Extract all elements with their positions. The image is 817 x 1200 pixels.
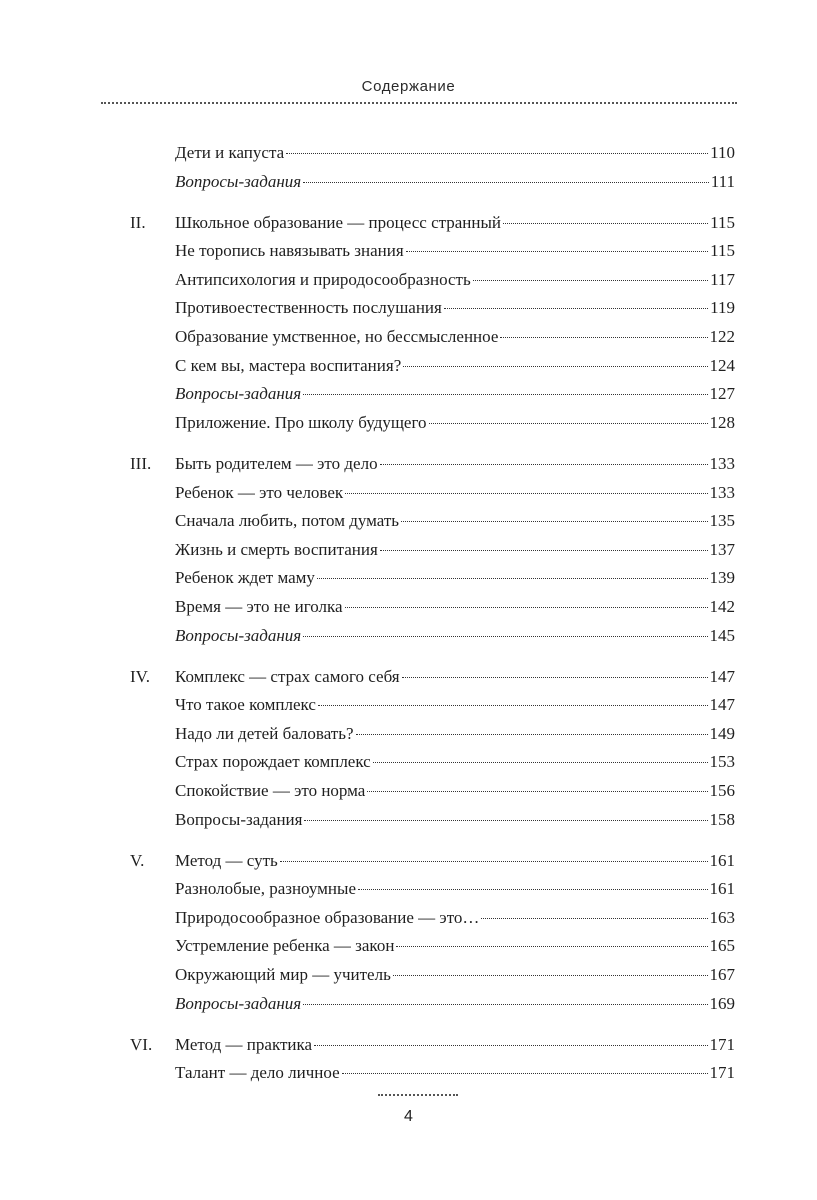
toc-entry[interactable] <box>0 932 817 961</box>
toc-entry[interactable] <box>0 748 817 777</box>
toc-entry-line <box>175 932 735 961</box>
dot-leader <box>367 791 707 792</box>
dot-leader <box>314 1045 707 1046</box>
toc-entry-page: 147 <box>709 666 735 686</box>
toc-entry-line <box>175 168 735 197</box>
toc-entry-page: 165 <box>709 936 735 956</box>
toc-entry-line <box>175 961 735 990</box>
toc-entry[interactable] <box>0 663 817 692</box>
toc-entry-title: Приложение. Про школу будущего <box>175 412 427 432</box>
dot-leader <box>304 820 707 821</box>
dot-leader <box>356 734 708 735</box>
dot-leader <box>303 636 707 637</box>
toc-entry-title: Школьное образование — процесс странный <box>175 212 502 232</box>
toc-entry-page: 161 <box>709 850 735 870</box>
toc-entry-line <box>175 847 735 876</box>
toc-entry-line <box>175 990 735 1019</box>
toc-entry-title: Что такое комплекс <box>175 695 316 715</box>
toc-entry-page: 156 <box>709 780 735 800</box>
toc-entry-line <box>175 622 735 651</box>
dot-leader <box>345 607 708 608</box>
page-header-title: Содержание <box>361 78 456 95</box>
toc-entry-line <box>175 409 735 438</box>
toc-entry[interactable] <box>0 409 817 438</box>
dot-leader <box>373 762 708 763</box>
toc-entry-line <box>175 237 735 266</box>
toc-entry[interactable] <box>0 875 817 904</box>
toc-entry-line <box>175 720 735 749</box>
toc-entry-line <box>175 691 735 720</box>
toc-entry-title: Природосообразное образование — это… <box>175 907 480 927</box>
dot-leader <box>317 578 708 579</box>
toc-entry-page: 153 <box>709 752 735 772</box>
toc-entry-page: 119 <box>710 298 735 318</box>
dot-leader <box>286 153 708 154</box>
dot-leader <box>318 705 708 706</box>
toc-entry-page: 137 <box>709 539 735 559</box>
page-number: 4 <box>404 1108 413 1125</box>
toc-entry-page: 122 <box>709 327 735 347</box>
toc-entry[interactable] <box>0 479 817 508</box>
toc-entry-page: 158 <box>709 809 735 829</box>
toc-entry-title: Надо ли детей баловать? <box>175 723 354 743</box>
toc-entry-title: Талант — дело личное <box>175 1063 340 1083</box>
dot-leader <box>403 366 707 367</box>
toc-entry-page: 169 <box>709 993 735 1013</box>
toc-entry[interactable] <box>0 237 817 266</box>
toc-entry[interactable] <box>0 806 817 835</box>
toc-entry-line <box>175 209 735 238</box>
dot-leader <box>342 1073 708 1074</box>
toc-entry-line <box>175 1059 735 1088</box>
dot-leader <box>380 550 708 551</box>
toc-entry-page: 127 <box>709 384 735 404</box>
toc-entry-title: Вопросы-задания <box>175 809 303 829</box>
toc-entry-page: 149 <box>709 723 735 743</box>
toc-entry-page: 161 <box>709 879 735 899</box>
toc-entry[interactable] <box>0 209 817 238</box>
toc-entry-page: 145 <box>709 625 735 645</box>
chapter-number: II. <box>130 212 146 232</box>
chapter-number: IV. <box>130 666 150 686</box>
toc-entry-page: 147 <box>709 695 735 715</box>
dot-leader <box>406 251 708 252</box>
dot-leader <box>345 493 707 494</box>
dot-leader <box>280 861 708 862</box>
toc-entry-line <box>175 593 735 622</box>
toc-entry-title: Дети и капуста <box>175 143 285 162</box>
toc-entry[interactable] <box>0 352 817 381</box>
toc-entry-title: Не торопись навязывать знания <box>175 241 404 261</box>
dot-leader <box>358 889 708 890</box>
toc-entry[interactable] <box>0 1059 817 1088</box>
toc-entry-title: Вопросы-задания <box>175 625 302 645</box>
toc-entry-line <box>175 564 735 593</box>
toc-entry[interactable] <box>0 720 817 749</box>
footer-dotted-rule <box>378 1094 458 1096</box>
dot-leader <box>401 521 707 522</box>
dot-leader <box>303 182 709 183</box>
toc-entry[interactable] <box>0 450 817 479</box>
toc-entry-line <box>175 352 735 381</box>
toc-entry-title: Вопросы-задания <box>175 171 302 191</box>
toc-entry[interactable] <box>0 266 817 295</box>
toc-entry-title: Образование умственное, но бессмысленное <box>175 327 499 347</box>
toc-entry-page: 171 <box>709 1034 735 1054</box>
toc-entry-title: Сначала любить, потом думать <box>175 511 400 531</box>
toc-entry-page: 117 <box>710 269 735 289</box>
toc-entry-title: Разнолобые, разноумные <box>175 879 356 899</box>
toc-entry-page: 110 <box>710 143 735 162</box>
toc-entry[interactable] <box>0 777 817 806</box>
toc-entry-title: Метод — суть <box>175 850 278 870</box>
toc-entry-line <box>175 536 735 565</box>
toc-entry-line <box>175 323 735 352</box>
toc-entry-title: Спокойствие — это норма <box>175 780 366 800</box>
chapter-number: V. <box>130 850 145 870</box>
toc-entry-line <box>175 875 735 904</box>
toc-entry-title: Комплекс — страх самого себя <box>175 666 400 686</box>
toc-entry-line <box>175 777 735 806</box>
toc-entry-page: 124 <box>709 355 735 375</box>
toc-entry-title: Ребенок — это человек <box>175 482 344 502</box>
dot-leader <box>303 1004 707 1005</box>
dot-leader <box>481 918 707 919</box>
toc-entry-page: 167 <box>709 965 735 985</box>
toc-entry[interactable] <box>0 536 817 565</box>
toc-entry-page: 115 <box>710 212 735 232</box>
toc-entry[interactable] <box>0 564 817 593</box>
dot-leader <box>473 280 708 281</box>
dot-leader <box>402 677 708 678</box>
dot-leader <box>500 337 707 338</box>
table-of-contents <box>0 139 817 1088</box>
toc-entry-line <box>175 450 735 479</box>
toc-entry-line <box>175 139 735 168</box>
toc-entry-title: Страх порождает комплекс <box>175 752 371 772</box>
toc-entry[interactable] <box>0 1031 817 1060</box>
toc-entry-page: 142 <box>709 596 735 616</box>
toc-entry-page: 115 <box>710 241 735 261</box>
toc-entry[interactable] <box>0 168 817 197</box>
toc-entry-line <box>175 904 735 933</box>
toc-entry-page: 171 <box>709 1063 735 1083</box>
toc-entry-page: 111 <box>710 171 735 191</box>
toc-entry-page: 128 <box>709 412 735 432</box>
toc-entry-line <box>175 380 735 409</box>
toc-entry[interactable] <box>0 904 817 933</box>
toc-entry[interactable] <box>0 847 817 876</box>
toc-entry[interactable] <box>0 323 817 352</box>
chapter-number: III. <box>130 453 152 473</box>
chapter-number: VI. <box>130 1034 153 1054</box>
toc-entry-line <box>175 748 735 777</box>
toc-entry-line <box>175 294 735 323</box>
dot-leader <box>396 946 707 947</box>
dot-leader <box>393 975 708 976</box>
toc-entry[interactable] <box>0 990 817 1019</box>
toc-entry-page: 133 <box>709 482 735 502</box>
toc-entry-line <box>175 266 735 295</box>
dot-leader <box>380 464 708 465</box>
toc-entry[interactable] <box>0 294 817 323</box>
toc-entry-title: Антипсихология и природосообразность <box>175 269 471 289</box>
toc-entry-title: Быть родителем — это дело <box>175 453 378 473</box>
toc-entry-line <box>175 507 735 536</box>
toc-entry-page: 139 <box>709 568 735 588</box>
toc-entry[interactable] <box>0 691 817 720</box>
toc-entry-title: Устремление ребенка — закон <box>175 936 395 956</box>
toc-entry-title: Жизнь и смерть воспитания <box>175 539 378 559</box>
toc-entry-page: 135 <box>709 511 735 531</box>
toc-entry-title: Ребенок ждет маму <box>175 568 315 588</box>
toc-entry[interactable] <box>0 622 817 651</box>
toc-entry[interactable] <box>0 380 817 409</box>
dot-leader <box>444 308 708 309</box>
toc-entry-title: С кем вы, мастера воспитания? <box>175 355 402 375</box>
dot-leader <box>503 223 708 224</box>
toc-entry-page: 133 <box>709 453 735 473</box>
toc-entry-line <box>175 479 735 508</box>
toc-entry-title: Вопросы-задания <box>175 993 302 1013</box>
toc-entry-line <box>175 806 735 835</box>
toc-entry[interactable] <box>0 507 817 536</box>
header-dotted-rule <box>101 102 737 104</box>
toc-entry-line <box>175 1031 735 1060</box>
toc-entry-title: Время — это не иголка <box>175 596 343 616</box>
toc-entry[interactable] <box>0 593 817 622</box>
toc-entry-page: 163 <box>709 907 735 927</box>
dot-leader <box>303 394 707 395</box>
toc-entry-line <box>175 663 735 692</box>
toc-entry-title: Вопросы-задания <box>175 384 302 404</box>
toc-entry-title: Противоестественность послушания <box>175 298 442 318</box>
toc-entry-title: Метод — практика <box>175 1034 313 1054</box>
toc-entry[interactable] <box>0 961 817 990</box>
toc-entry[interactable] <box>0 139 817 168</box>
dot-leader <box>429 423 708 424</box>
toc-entry-title: Окружающий мир — учитель <box>175 965 391 985</box>
